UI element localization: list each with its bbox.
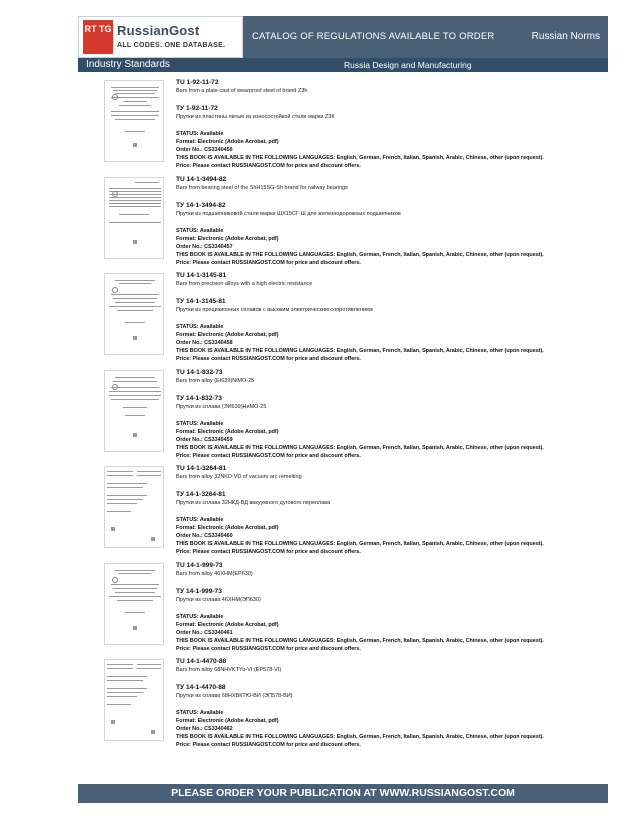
standard-title-ru: Прутки из прецизионных сплавов с высоким электрическим сопротивлением — [176, 307, 373, 313]
format-line: Format: Electronic (Adobe Acrobat, pdf) — [176, 621, 279, 628]
thumbnail-text-line — [125, 415, 145, 416]
thumbnail-emblem-icon — [112, 94, 118, 100]
thumbnail-text-line — [111, 87, 159, 88]
entry-details — [176, 78, 606, 170]
thumbnail-text-line — [119, 283, 151, 284]
standard-title-en: Bars from bearing steel of the ShH15SG-Sh brand for railway bearings — [176, 184, 348, 191]
standard-title-ru: Прутки из сплава (ЭИ639)НиМО-25 — [176, 403, 267, 410]
thumbnail-text-line — [107, 688, 147, 689]
thumbnail-text-line — [107, 676, 147, 677]
format-line: Format: Electronic (Adobe Acrobat, pdf) — [176, 139, 279, 145]
thumbnail-text-line — [107, 680, 143, 681]
logo-tagline: ALL CODES. ONE DATABASE. — [117, 42, 226, 49]
status-line: STATUS: Available — [176, 131, 224, 137]
thumbnail-emblem-icon — [112, 191, 118, 197]
document-cover-thumbnail[interactable] — [104, 177, 164, 259]
thumbnail-text-line — [113, 381, 157, 382]
footer-bar — [78, 784, 608, 803]
standard-code-ru[interactable]: ТУ 14-1-4470-88 — [176, 684, 226, 691]
status-line: STATUS: Available — [176, 420, 224, 427]
thumbnail-text-line — [117, 310, 153, 311]
thumbnail-text-line — [115, 280, 155, 281]
status-line: STATUS: Available — [176, 227, 224, 234]
document-cover-thumbnail[interactable] — [104, 370, 164, 452]
russiangost-logo[interactable] — [78, 16, 243, 58]
standard-code-en[interactable]: TU 14-1-832-73 — [176, 368, 223, 376]
thumbnail-text-line — [109, 596, 161, 597]
order-number: Order No.: CS3340460 — [176, 533, 233, 539]
thumbnail-text-line — [125, 612, 145, 613]
standard-title-en: Bars from alloy 46XHM(EP630) — [176, 570, 253, 577]
order-number: Order No.: CS3340461 — [176, 629, 233, 636]
standard-title-en: Bars from a plate cast of wearproof steel of brand Z3h — [176, 88, 308, 94]
standard-code-ru[interactable]: ТУ 14-1-3264-81 — [176, 491, 226, 498]
thumbnail-text-line — [107, 475, 133, 476]
thumbnail-text-line — [113, 298, 157, 299]
thumbnail-emblem-icon — [112, 287, 118, 293]
order-number: Order No.: CS3340459 — [176, 436, 233, 443]
thumbnail-emblem-icon — [112, 577, 118, 583]
thumbnail-text-line — [111, 387, 159, 388]
thumbnail-emblem-icon — [111, 720, 115, 724]
entry-details — [176, 175, 606, 267]
category-bar — [78, 58, 608, 72]
thumbnail-text-line — [115, 377, 155, 378]
thumbnail-text-line — [111, 111, 159, 112]
document-cover-thumbnail[interactable] — [104, 659, 164, 741]
thumbnail-mark-icon — [133, 626, 137, 630]
price-line: Price: Please contact RUSSIANGOST.COM for price and discount offers. — [176, 742, 361, 748]
thumbnail-mark-icon — [133, 240, 137, 244]
languages-line: THIS BOOK IS AVAILABLE IN THE FOLLOWING LANGUAGES: English, German, French, Italian, Spanish, Arabic, Chinese, other (upon request). — [176, 348, 544, 354]
thumbnail-text-line — [111, 584, 159, 585]
logo-name: RussianGost — [117, 23, 200, 38]
standard-title-en: Bars from alloy 32NKD-VD of vacuum arc remelting — [176, 474, 302, 480]
catalog-entry — [78, 78, 608, 174]
thumbnail-text-line — [109, 200, 161, 201]
thumbnail-emblem-icon — [112, 384, 118, 390]
thumbnail-text-line — [109, 306, 161, 307]
thumbnail-mark-icon — [151, 537, 155, 541]
thumbnail-text-line — [137, 664, 161, 665]
thumbnail-text-line — [115, 302, 155, 303]
thumbnail-text-line — [111, 97, 159, 98]
thumbnail-text-line — [123, 101, 147, 102]
standard-code-en[interactable]: TU 1-92-11-72 — [176, 79, 219, 86]
format-line: Format: Electronic (Adobe Acrobat, pdf) — [176, 235, 279, 242]
logo-mark-icon: RT TG — [83, 20, 113, 54]
thumbnail-text-line — [107, 696, 137, 697]
thumbnail-text-line — [125, 131, 145, 132]
standard-title-ru: Прутки из сплава 68НХВКТЮ-ВИ (ЭП578-ВИ) — [176, 693, 293, 699]
catalog-title: CATALOG OF REGULATIONS AVAILABLE TO ORDER — [252, 31, 495, 42]
thumbnail-text-line — [115, 93, 155, 94]
thumbnail-text-line — [111, 399, 159, 400]
thumbnail-text-line — [109, 222, 161, 223]
thumbnail-text-line — [113, 588, 157, 589]
russian-norms-label: Russian Norms — [531, 31, 600, 42]
order-publication-link[interactable]: PLEASE ORDER YOUR PUBLICATION AT WWW.RUSSIANGOST.COM — [171, 787, 515, 799]
thumbnail-text-line — [107, 511, 131, 512]
standard-title-en: Bars from alloy (EI639)NiMO-25 — [176, 377, 255, 384]
thumbnail-text-line — [107, 495, 147, 496]
catalog-entry — [78, 561, 608, 657]
thumbnail-mark-icon — [133, 433, 137, 437]
thumbnail-text-line — [109, 206, 161, 207]
thumbnail-text-line — [107, 487, 143, 488]
thumbnail-text-line — [115, 592, 155, 593]
thumbnail-text-line — [115, 570, 155, 571]
thumbnail-text-line — [107, 499, 143, 500]
standard-code-en[interactable]: TU 14-1-4470-88 — [176, 658, 227, 665]
thumbnail-text-line — [119, 105, 151, 106]
languages-line: THIS BOOK IS AVAILABLE IN THE FOLLOWING LANGUAGES: English, German, French, Italian, Spanish, Arabic, Chinese, other (upon request). — [176, 734, 544, 740]
price-line: Price: Please contact RUSSIANGOST.COM for price and discount offers. — [176, 356, 361, 362]
price-line: Price: Please contact RUSSIANGOST.COM for price and discount offers. — [176, 452, 361, 459]
entry-details — [176, 368, 606, 460]
languages-line: THIS BOOK IS AVAILABLE IN THE FOLLOWING LANGUAGES: English, German, French, Italian, Spanish, Arabic, Chinese, other (upon request). — [176, 444, 544, 451]
standard-code-ru[interactable]: ТУ 14-1-3494-82 — [176, 201, 226, 209]
entry-details — [176, 271, 606, 363]
standard-code-en[interactable]: TU 14-1-3264-81 — [176, 465, 227, 472]
thumbnail-text-line — [135, 182, 159, 183]
design-manufacturing-label: Russia Design and Manufacturing — [344, 60, 472, 70]
thumbnail-text-line — [117, 600, 153, 601]
thumbnail-text-line — [113, 90, 157, 91]
thumbnail-text-line — [107, 692, 143, 693]
format-line: Format: Electronic (Adobe Acrobat, pdf) — [176, 332, 279, 338]
document-cover-thumbnail[interactable] — [104, 563, 164, 645]
status-line: STATUS: Available — [176, 324, 224, 330]
languages-line: THIS BOOK IS AVAILABLE IN THE FOLLOWING LANGUAGES: English, German, French, Italian, Spanish, Arabic, Chinese, other (upon request). — [176, 155, 544, 161]
thumbnail-mark-icon — [133, 143, 137, 147]
thumbnail-text-line — [109, 188, 161, 189]
languages-line: THIS BOOK IS AVAILABLE IN THE FOLLOWING LANGUAGES: English, German, French, Italian, Spanish, Arabic, Chinese, other (upon request). — [176, 251, 544, 258]
entry-details — [176, 657, 606, 749]
standard-code-en[interactable]: TU 14-1-999-73 — [176, 561, 223, 569]
price-line: Price: Please contact RUSSIANGOST.COM for price and discount offers. — [176, 259, 361, 266]
thumbnail-text-line — [107, 664, 133, 665]
languages-line: THIS BOOK IS AVAILABLE IN THE FOLLOWING LANGUAGES: English, German, French, Italian, Spanish, Arabic, Chinese, other (upon request). — [176, 637, 544, 644]
thumbnail-mark-icon — [133, 336, 137, 340]
status-line: STATUS: Available — [176, 613, 224, 620]
thumbnail-text-line — [109, 197, 161, 198]
thumbnail-text-line — [137, 475, 161, 476]
catalog-entry — [78, 175, 608, 271]
catalog-entry — [78, 657, 608, 753]
thumbnail-text-line — [107, 668, 133, 669]
thumbnail-mark-icon — [151, 730, 155, 734]
standard-code-ru[interactable]: ТУ 1-92-11-72 — [176, 105, 218, 112]
order-number: Order No.: CS3340456 — [176, 147, 233, 153]
catalog-entry — [78, 368, 608, 464]
order-number: Order No.: CS3340458 — [176, 340, 233, 346]
standard-code-ru[interactable]: ТУ 14-1-999-73 — [176, 587, 222, 595]
format-line: Format: Electronic (Adobe Acrobat, pdf) — [176, 718, 279, 724]
standard-title-ru: Прутки из сплава 46ХНМ(ЭП630) — [176, 596, 261, 603]
price-line: Price: Please contact RUSSIANGOST.COM for price and discount offers. — [176, 163, 361, 169]
catalog-entry — [78, 464, 608, 560]
thumbnail-text-line — [111, 115, 159, 116]
thumbnail-text-line — [107, 471, 133, 472]
standard-title-en: Bars from precision alloys with a high electric resistance — [176, 281, 313, 287]
status-line: STATUS: Available — [176, 517, 224, 523]
entry-details — [176, 464, 606, 556]
thumbnail-text-line — [109, 395, 161, 396]
standard-title-ru: Прутки из подшипниковой стали марки ШХ15СГ-Ш для железнодорожных подшипников — [176, 210, 401, 217]
standard-title-en: Bars from alloy 68NHVKTYu-VI (EP578-VI) — [176, 667, 282, 673]
thumbnail-text-line — [111, 294, 159, 295]
thumbnail-text-line — [119, 573, 151, 574]
entry-details — [176, 561, 606, 653]
standard-title-ru: Прутки из сплава 32НКД-ВД вакуумного дугового переплава — [176, 500, 331, 506]
thumbnail-text-line — [119, 214, 149, 215]
document-cover-thumbnail[interactable] — [104, 80, 164, 162]
standard-code-ru[interactable]: ТУ 14-1-832-73 — [176, 394, 222, 402]
thumbnail-text-line — [137, 471, 161, 472]
standard-title-ru: Прутки из пластины литые из износостойкой стали марки Z3К — [176, 114, 335, 120]
price-line: Price: Please contact RUSSIANGOST.COM for price and discount offers. — [176, 645, 361, 652]
header-bar — [78, 16, 608, 58]
thumbnail-text-line — [107, 503, 137, 504]
thumbnail-text-line — [123, 407, 147, 408]
price-line: Price: Please contact RUSSIANGOST.COM for price and discount offers. — [176, 549, 361, 555]
thumbnail-text-line — [107, 483, 147, 484]
thumbnail-text-line — [109, 203, 161, 204]
status-line: STATUS: Available — [176, 710, 224, 716]
document-cover-thumbnail[interactable] — [104, 273, 164, 355]
document-cover-thumbnail[interactable] — [104, 466, 164, 548]
standard-code-en[interactable]: TU 14-1-3494-82 — [176, 175, 227, 183]
thumbnail-emblem-icon — [111, 527, 115, 531]
standard-code-ru[interactable]: ТУ 14-1-3145-81 — [176, 298, 226, 305]
thumbnail-text-line — [115, 119, 155, 120]
thumbnail-text-line — [109, 391, 161, 392]
languages-line: THIS BOOK IS AVAILABLE IN THE FOLLOWING LANGUAGES: English, German, French, Italian, Spanish, Arabic, Chinese, other (upon request). — [176, 541, 544, 547]
thumbnail-text-line — [107, 704, 131, 705]
format-line: Format: Electronic (Adobe Acrobat, pdf) — [176, 428, 279, 435]
thumbnail-text-line — [137, 668, 161, 669]
order-number: Order No.: CS3340462 — [176, 726, 233, 732]
industry-standards-label: Industry Standards — [86, 59, 170, 70]
order-number: Order No.: CS3340457 — [176, 243, 233, 250]
format-line: Format: Electronic (Adobe Acrobat, pdf) — [176, 525, 279, 531]
standard-code-en[interactable]: TU 14-1-3145-81 — [176, 272, 227, 279]
thumbnail-text-line — [125, 322, 145, 323]
catalog-entry — [78, 271, 608, 367]
